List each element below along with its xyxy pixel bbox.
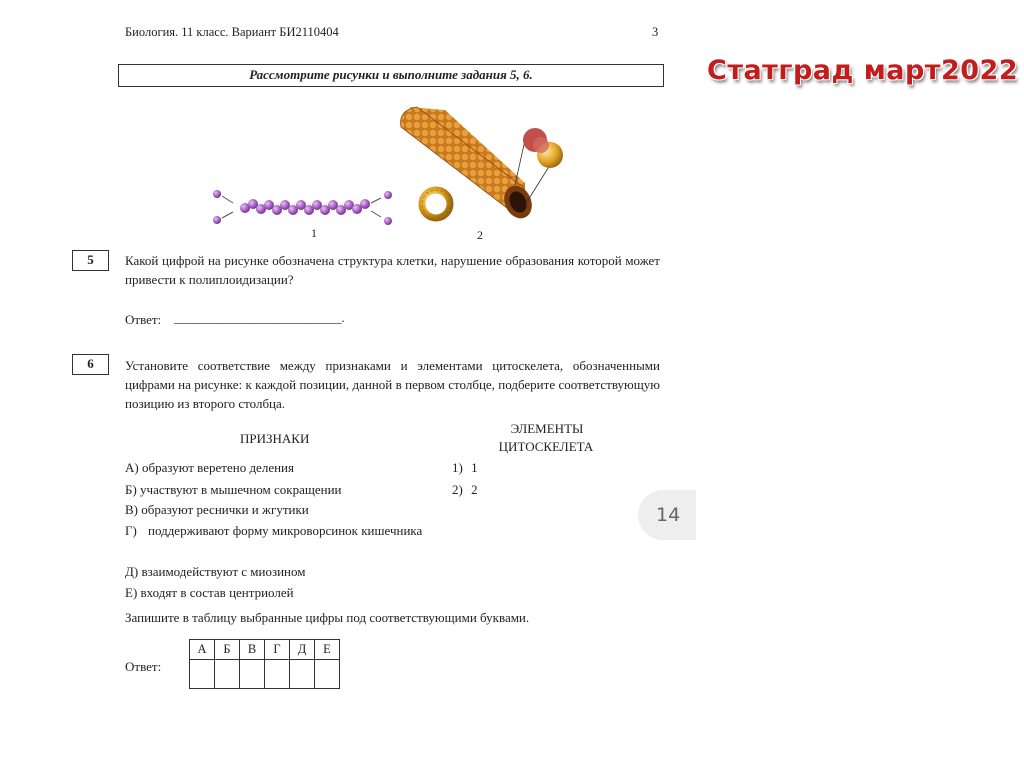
feature-text: образуют реснички и жгутики: [141, 502, 309, 517]
answer-cell[interactable]: [290, 660, 315, 689]
feature-letter: А): [125, 460, 139, 475]
table-instruction: Запишите в таблицу выбранные цифры под соответствующими буквами.: [125, 610, 530, 625]
cytoskeleton-figure: [205, 105, 595, 245]
option-number: 1): [452, 460, 463, 475]
answer-table-header: Е: [315, 640, 340, 660]
question-6-text: Установите соответствие между признаками и элементами цитоскелета, обозначенными цифрами на рисунке: к каждой позиции, данной в первом столбце, подберите соответствующую позицию из второго столбца.: [125, 358, 660, 411]
option-number: 2): [452, 482, 463, 497]
question-5-answer-line[interactable]: ___________________________.: [174, 310, 345, 325]
feature-item: [125, 522, 443, 540]
figure-label-1: 1: [311, 226, 317, 240]
question-5-number: 5: [72, 250, 109, 271]
figure-label-2: 2: [477, 228, 483, 242]
question-5-text: Какой цифрой на рисунке обозначена структура клетки, нарушение образования которой может привести к полиплоидизации?: [125, 253, 660, 287]
answer-cell[interactable]: [265, 660, 290, 689]
answer-table-header: А: [190, 640, 215, 660]
feature-item: [125, 563, 306, 581]
page-header-title: Биология. 11 класс. Вариант БИ2110404: [125, 25, 339, 39]
feature-letter: Б): [125, 482, 137, 497]
column-header-elements-line2: ЦИТОСКЕЛЕТА: [498, 439, 594, 454]
feature-text: входят в состав центриолей: [140, 585, 294, 600]
feature-item: [125, 584, 294, 602]
option-text: 1: [471, 460, 478, 475]
answer-cell[interactable]: [240, 660, 265, 689]
feature-text: образуют веретено деления: [141, 460, 294, 475]
feature-item: [125, 459, 294, 477]
question-6-answer-label: Ответ:: [125, 659, 162, 674]
option-item: [452, 481, 478, 499]
feature-letter: В): [125, 502, 138, 517]
feature-text: поддерживают форму микроворсинок кишечника: [148, 523, 423, 538]
feature-text: взаимодействуют с миозином: [141, 564, 306, 579]
actin-filament-structure-1: [213, 190, 392, 225]
microtubule-structure-2: [401, 107, 563, 223]
feature-item: [125, 481, 342, 499]
question-5-answer-label: Ответ:: [125, 312, 162, 327]
answer-cell[interactable]: [190, 660, 215, 689]
answer-cell[interactable]: [215, 660, 240, 689]
column-header-features: ПРИЗНАКИ: [240, 431, 310, 446]
feature-letter: Г): [125, 523, 137, 538]
answer-cell[interactable]: [315, 660, 340, 689]
instruction-banner: Рассмотрите рисунки и выполните задания 5, 6.: [118, 64, 664, 87]
answer-table-header: Г: [265, 640, 290, 660]
answer-table-header: Д: [290, 640, 315, 660]
column-header-elements-line1: ЭЛЕМЕНТЫ: [510, 421, 584, 436]
feature-letter: Д): [125, 564, 139, 579]
column-header-elements: [497, 420, 597, 456]
feature-letter: Е): [125, 585, 138, 600]
statgrad-watermark: Статград март2022: [707, 55, 1019, 86]
answer-table: [189, 639, 340, 689]
question-6-number: 6: [72, 354, 109, 375]
option-text: 2: [471, 482, 478, 497]
answer-table-header: Б: [215, 640, 240, 660]
slide-number-badge: 14: [638, 490, 696, 540]
page-number: 3: [652, 25, 659, 39]
feature-item: [125, 501, 309, 519]
feature-text: участвуют в мышечном сокращении: [140, 482, 342, 497]
answer-table-header: В: [240, 640, 265, 660]
option-item: [452, 459, 478, 477]
